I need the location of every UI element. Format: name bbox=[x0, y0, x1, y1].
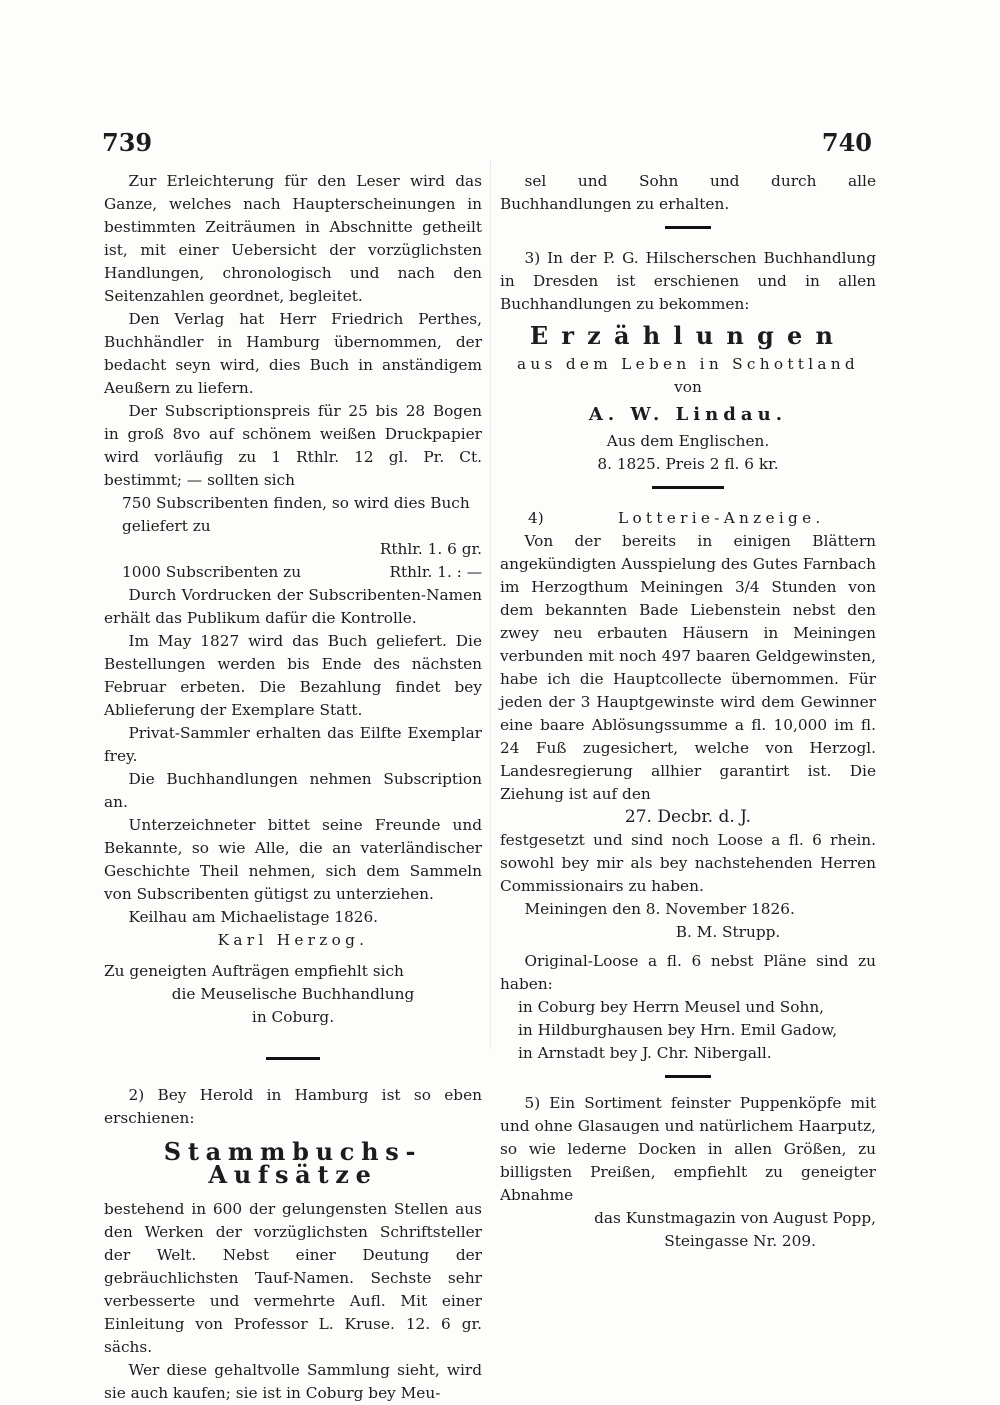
section-4-body: Von der bereits in einigen Blättern angekündigten Ausspielung des Gutes Farnbach im Herzogthum Meiningen 3/4 Stunden von dem bekannten Bade Liebenstein nebst den zwey neu erbauten Häusern in Meiningen verbunden mit noch 497 baaren Geldgewinsten, habe ich die Hauptcollecte übernommen. Für jeden der 3 Hauptgewinste wird dem Gewinner eine baare Ablösungssumme a fl. 10,000 im fl. 24 Fuß zugesichert, welche von Herzogl. Landesregierung allhier garantirt ist. Die Ziehung ist auf den bbox=[500, 532, 876, 803]
signature: Karl Herzog. bbox=[217, 931, 369, 949]
price-tier-1000-value: Rthlr. 1. : — bbox=[389, 563, 482, 581]
section-3-subtitle: aus dem Leben in Schottland bbox=[517, 355, 859, 373]
paragraph-private-collectors: Privat-Sammler erhalten das Eilfte Exemplar frey. bbox=[104, 724, 482, 765]
section-4-heading bbox=[500, 507, 876, 530]
section-3-author: A. W. Lindau. bbox=[588, 404, 788, 425]
section-3-translation: Aus dem Englischen. bbox=[606, 432, 770, 450]
right-column bbox=[500, 170, 876, 1253]
price-tier-1000-text: 1000 Subscribenten zu bbox=[122, 563, 302, 581]
paragraph-overview: Zur Erleichterung für den Leser wird das Ganze, welches nach Haupterscheinungen in bestimmten Zeiträumen in Abschnitte getheilt ist, mit einer Uebersicht der vorzüglichsten Handlungen, chronologisch und nach den Seitenzahlen geordnet, begleitet. bbox=[104, 172, 482, 305]
section-5-signature-2: Steingasse Nr. 209. bbox=[664, 1232, 816, 1250]
section-3-intro: 3) In der P. G. Hilscherschen Buchhandlung in Dresden ist erschienen und in allen Buchhandlungen zu bekommen: bbox=[500, 249, 876, 313]
section-4-body-2: festgesetzt und sind noch Loose a fl. 6 rhein. sowohl bey mir als bey nachstehenden Herren Commissionairs zu haben. bbox=[500, 831, 876, 895]
bookshop-ad bbox=[104, 960, 482, 1029]
left-column bbox=[104, 170, 482, 1405]
paragraph-subscription-price: Der Subscriptionspreis für 25 bis 28 Bogen in groß 8vo auf schönem weißen Druckpapier wird vorläufig zu 1 Rthlr. 12 gl. Pr. Ct. bestimmt; — sollten sich bbox=[104, 402, 482, 489]
section-4-place-date: Meiningen den 8. November 1826. bbox=[524, 900, 795, 918]
paragraph-publisher: Den Verlag hat Herr Friedrich Perthes, Buchhändler in Hamburg übernommen, der bedacht seyn wird, dies Buch in anständigem Aeußern zu liefern. bbox=[104, 310, 482, 397]
paragraph-bookshops: Die Buchhandlungen nehmen Subscription an. bbox=[104, 770, 482, 811]
price-tier-750-value: Rthlr. 1. 6 gr. bbox=[379, 540, 482, 558]
ad-line-1: Zu geneigten Aufträgen empfiehlt sich bbox=[104, 962, 404, 980]
section-3-von: von bbox=[674, 378, 702, 396]
section-4-date: 27. Decbr. d. J. bbox=[624, 807, 752, 827]
price-tier-750 bbox=[104, 492, 482, 561]
section-4-signature: B. M. Strupp. bbox=[675, 923, 781, 941]
ad-line-3: in Coburg. bbox=[251, 1008, 335, 1026]
paragraph-control: Durch Vordrucken der Subscribenten-Namen erhält das Publikum dafür die Kontrolle. bbox=[104, 586, 482, 627]
section-3-title: Erzählungen bbox=[529, 321, 847, 350]
section-4-location-1: in Coburg bey Herrn Meusel und Sohn, bbox=[518, 998, 825, 1016]
section-4-location-2: in Hildburghausen bey Hrn. Emil Gadow, bbox=[518, 1021, 838, 1039]
section-5-body: 5) Ein Sortiment feinster Puppenköpfe mit und ohne Glasaugen und natürlichem Haarputz, so wie lederne Docken in allen Größen, zu billigsten Preißen, empfiehlt zu geneigter Abnahme bbox=[500, 1094, 876, 1204]
section-2-title: Stammbuchs-Aufsätze bbox=[163, 1137, 423, 1189]
section-4-location-3: in Arnstadt bey J. Chr. Nibergall. bbox=[518, 1044, 772, 1062]
section-4-number: 4) bbox=[528, 509, 544, 527]
continuation-text: sel und Sohn und durch alle Buchhandlungen zu erhalten. bbox=[500, 172, 876, 213]
section-4-title: Lotterie-Anzeige. bbox=[618, 509, 825, 527]
section-4-original-loose: Original-Loose a fl. 6 nebst Pläne sind zu haben: bbox=[500, 952, 876, 993]
page-number-left: 739 bbox=[102, 128, 153, 157]
section-2-body: bestehend in 600 der gelungensten Stellen aus den Werken der vorzüglichsten Schriftsteller der Welt. Nebst einer Deutung der gebräuchlichsten Tauf-Namen. Sechste sehr verbesserte und vermehrte Aufl. Mit einer Einleitung von Professor L. Kruse. 12. 6 gr. sächs. bbox=[104, 1200, 482, 1356]
price-tier-750-text: 750 Subscribenten finden, so wird dies Buch geliefert zu bbox=[122, 494, 470, 535]
section-3-price: 8. 1825. Preis 2 fl. 6 kr. bbox=[597, 455, 779, 473]
column-divider bbox=[490, 160, 491, 1050]
paragraph-request: Unterzeichneter bittet seine Freunde und Bekannte, so wie Alle, die an vaterländischer Geschichte Theil nehmen, sich dem Sammeln von Subscribenten gütigst zu unterziehen. bbox=[104, 816, 482, 903]
price-tier-1000 bbox=[104, 561, 482, 584]
page-number-right: 740 bbox=[821, 128, 872, 157]
paragraph-delivery: Im May 1827 wird das Buch geliefert. Die Bestellungen werden bis Ende des nächsten Februar erbeten. Die Bezahlung findet bey Ablieferung der Exemplare Statt. bbox=[104, 632, 482, 719]
ad-line-2: die Meuselische Buchhandlung bbox=[171, 985, 415, 1003]
place-date: Keilhau am Michaelistage 1826. bbox=[128, 908, 379, 926]
section-2-intro: 2) Bey Herold in Hamburg ist so eben erschienen: bbox=[104, 1086, 482, 1127]
section-2-continuation: Wer diese gehaltvolle Sammlung sieht, wird sie auch kaufen; sie ist in Coburg bey Meu- bbox=[104, 1361, 482, 1402]
section-5-signature-1: das Kunstmagazin von August Popp, bbox=[594, 1209, 876, 1227]
